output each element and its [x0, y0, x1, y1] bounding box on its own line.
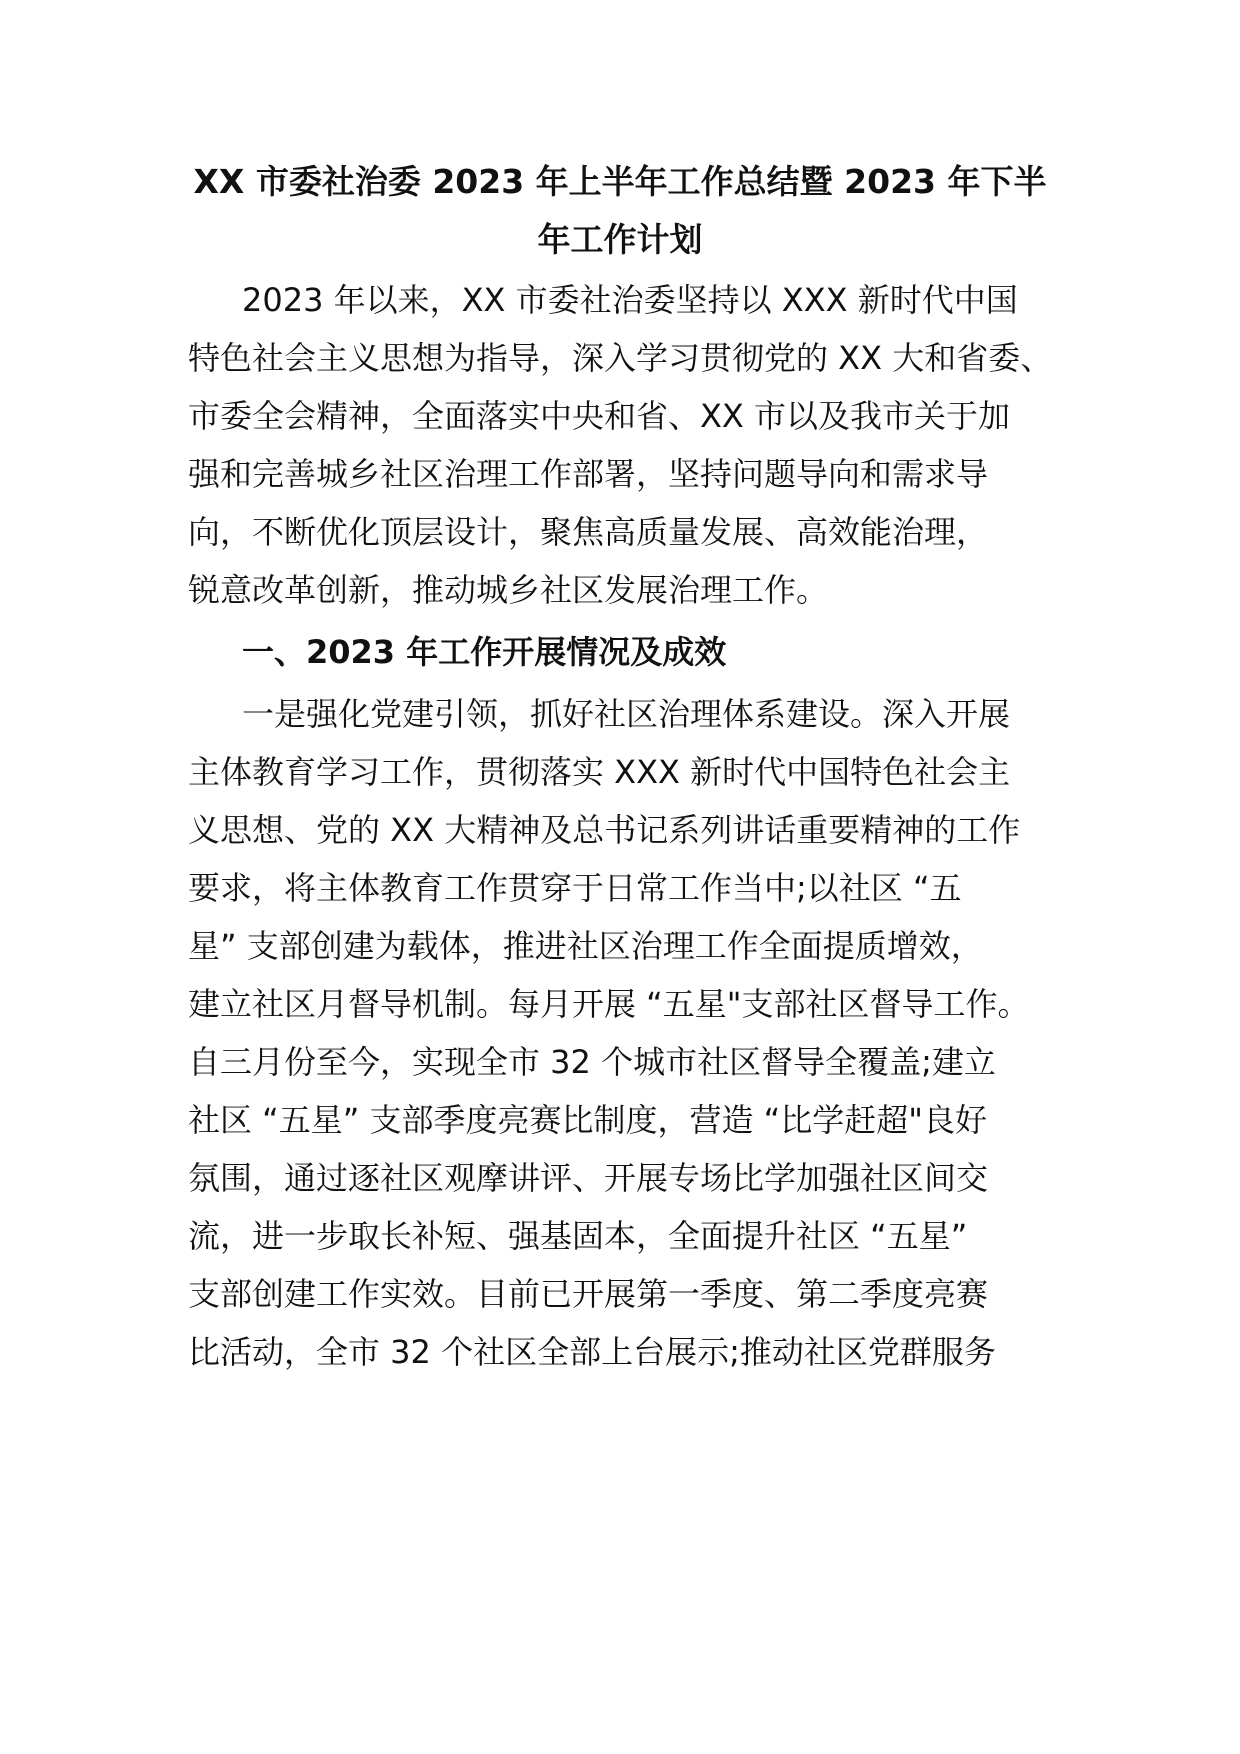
intro-line: 锐意改革创新，推动城乡社区发展治理工作。 — [188, 571, 829, 609]
intro-line: 特色社会主义思想为指导，深入学习贯彻党的 XX 大和省委、 — [188, 339, 1053, 377]
intro-line: 强和完善城乡社区治理工作部署，坚持问题导向和需求导 — [188, 455, 989, 493]
document-title-line-1: XX 市委社治委 2023 年上半年工作总结暨 2023 年下半 — [193, 162, 1047, 201]
section-line: 星” 支部创建为载体，推进社区治理工作全面提质增效， — [188, 927, 983, 965]
section-line: 氛围，通过逐社区观摩讲评、开展专场比学加强社区间交 — [188, 1159, 989, 1197]
section-line: 义思想、党的 XX 大精神及总书记系列讲话重要精神的工作 — [188, 811, 1021, 849]
section-line: 一是强化党建引领，抓好社区治理体系建设。深入开展 — [242, 695, 1011, 733]
section-line: 主体教育学习工作，贯彻落实 XXX 新时代中国特色社会主 — [188, 753, 1011, 791]
intro-line: 向，不断优化顶层设计，聚焦高质量发展、高效能治理， — [188, 513, 989, 551]
section-line: 要求，将主体教育工作贯穿于日常工作当中;以社区 “五 — [188, 869, 962, 907]
section-line: 社区 “五星” 支部季度亮赛比制度，营造 “比学赶超"良好 — [188, 1101, 987, 1139]
intro-line: 2023 年以来，XX 市委社治委坚持以 XXX 新时代中国 — [242, 281, 1018, 319]
section-line: 自三月份至今，实现全市 32 个城市社区督导全覆盖;建立 — [188, 1043, 996, 1081]
section-heading: 一、2023 年工作开展情况及成效 — [242, 633, 727, 671]
section-line: 支部创建工作实效。目前已开展第一季度、第二季度亮赛 — [188, 1275, 989, 1313]
section-line: 比活动，全市 32 个社区全部上台展示;推动社区党群服务 — [188, 1333, 996, 1371]
section-line: 建立社区月督导机制。每月开展 “五星"支部社区督导工作。 — [188, 985, 1030, 1023]
document-title-line-2: 年工作计划 — [537, 220, 703, 259]
section-line: 流，进一步取长补短、强基固本，全面提升社区 “五星” — [188, 1217, 968, 1255]
intro-line: 市委全会精神，全面落实中央和省、XX 市以及我市关于加 — [188, 397, 1011, 435]
